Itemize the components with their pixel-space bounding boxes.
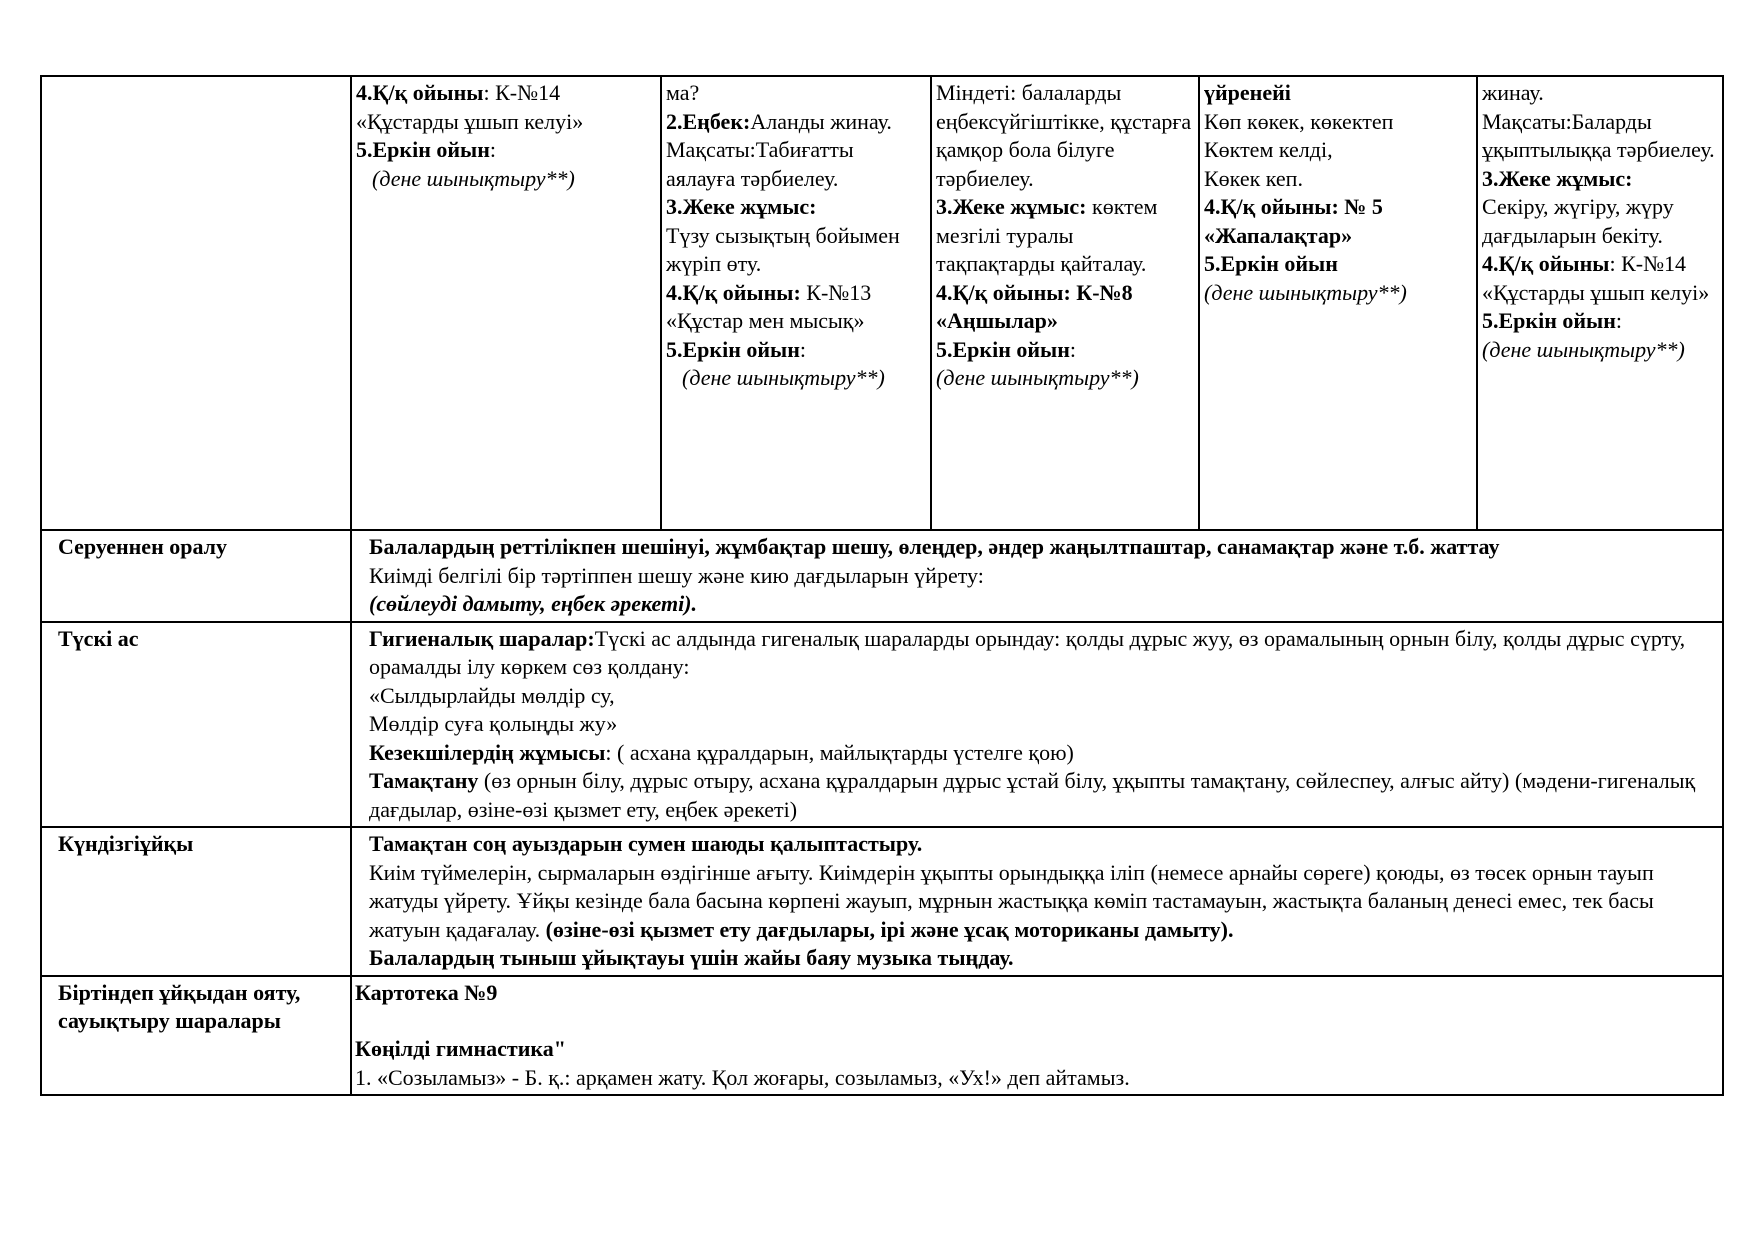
walk-label-cell <box>41 76 351 530</box>
individual-work-label: 3.Жеке жұмыс: <box>1482 165 1633 191</box>
game-name: «Құстар мен мысық» <box>666 308 865 333</box>
lunch-row <box>41 622 1723 828</box>
hygiene-paragraph: Гигиеналық шаралар:Түскі ас алдында гигеналық шараларды орындау: қолды дұрыс жуу, өз орамалының орнын білу, қолды дұрыс сүрту, орамалды ілу көркем сөз қолдану: <box>369 625 1686 679</box>
free-play-line: 5.Еркін ойын: <box>936 336 1077 362</box>
individual-work-label: 3.Жеке жұмыс: <box>666 194 817 219</box>
return-from-walk-row <box>41 530 1723 622</box>
game-line: 4.Қ/қ ойыны: К-№8 <box>936 279 1133 305</box>
free-play-line: 5.Еркін ойын: <box>1482 308 1623 333</box>
bold-line: Балалардың тыныш ұйықтауы үшін жайы баяу музыка тыңдау. <box>369 945 1014 970</box>
poem-line: Көкек кеп. <box>1204 165 1303 191</box>
game-name: «Жапалақтар» <box>1204 222 1353 248</box>
lunch-content <box>351 622 1723 828</box>
work-goal: Мақсаты:Табиғатты аялауға тәрбиелеу. <box>666 137 854 191</box>
bold-line: Балалардың реттілікпен шешінуі, жұмбақтар шешу, өлеңдер, әндер жаңылтпаштар, санамақтар және т.б. жаттау <box>369 534 1500 559</box>
game-name: «Аңшылар» <box>936 308 1058 333</box>
collect-end: жинау. <box>1482 80 1544 105</box>
game-line: 4.Қ/қ ойыны: № 5 <box>1204 194 1383 219</box>
task-goal: Міндеті: балаларды еңбексүйгіштікке, құстарға қамқор бола білуге тәрбиелеу. <box>936 80 1192 191</box>
wake-content <box>351 976 1723 1096</box>
exercise-line: 1. «Созыламыз» - Б. қ.: арқамен жату. Қол жоғары, созыламыз, «Ух!» деп айтамыз. <box>355 1064 1130 1090</box>
game-line: 4.Қ/қ ойыны: К-№13 <box>666 279 872 305</box>
riddle-end: ма? <box>666 80 700 105</box>
pe-note: (дене шынықтыру**) <box>1482 336 1685 362</box>
nap-content <box>351 827 1723 976</box>
pe-note: (дене шынықтыру**) <box>682 365 885 390</box>
nap-paragraph: Киім түймелерін, сырмаларын өздігінше ағыту. Киімдерін ұқыпты орындыққа іліп (немесе арнайы сөреге) қоюды, өз төсек орнын тауып жатуды үйрету. Ұйқы кезінде бала басына көрпені жауып, мұрнын жастыққа көміп тастамауын, жастықта баланың денесі емес, тек басы жатуын қадағалау. (өзіне-өзі қызмет ету дағдылары, ірі және ұсақ моториканы дамыту). <box>369 859 1654 942</box>
row-label: Серуеннен оралу <box>41 530 351 622</box>
card-number: Картотека №9 <box>355 979 498 1005</box>
individual-work-text: Секіру, жүгіру, жүру дағдыларын бекіту. <box>1482 194 1674 248</box>
work-line: 2.Еңбек:Аланды жинау. <box>666 108 892 134</box>
task-goal: Мақсаты:Баларды ұқыптылыққа тәрбиелеу. <box>1482 108 1715 162</box>
free-play-line: 5.Еркін ойын: <box>666 336 807 362</box>
game-line: 4.Қ/қ ойыны: К-№14 <box>356 80 561 105</box>
pe-note: (дене шынықтыру**) <box>372 165 575 191</box>
row-label: Түскі ас <box>41 622 351 828</box>
walk-day2-cell <box>661 76 931 530</box>
note-line: (сөйлеуді дамыту, еңбек әрекеті). <box>369 591 698 616</box>
individual-work: 3.Жеке жұмыс: көктем мезгілі туралы тақпақтарды қайталау. <box>936 194 1158 276</box>
poem-line: «Сылдырлайды мөлдір су, <box>369 682 615 708</box>
duty-line: Кезекшілердің жұмысы: ( асхана құралдарын, майлықтарды үстелге қою) <box>369 739 1074 765</box>
text-line: Киімді белгілі бір тәртіппен шешу және кию дағдыларын үйрету: <box>369 562 984 588</box>
row-label: Біртіндеп ұйқыдан ояту, сауықтыру шаралары <box>41 976 351 1096</box>
gymnastics-title: Көңілді гимнастика" <box>355 1036 566 1061</box>
poem-line: Мөлдір суға қолыңды жу» <box>369 711 618 736</box>
walk-day4-cell <box>1199 76 1477 530</box>
free-play-line: 5.Еркін ойын: <box>356 137 497 162</box>
daily-plan-table <box>40 75 1724 1096</box>
game-line: 4.Қ/қ ойыны: К-№14 «Құстарды ұшып келуі» <box>1482 251 1710 305</box>
return-content <box>351 530 1723 622</box>
free-play-line: 5.Еркін ойын <box>1204 251 1338 276</box>
wake-up-row <box>41 976 1723 1096</box>
individual-work-text: Түзу сызықтың бойымен жүріп өту. <box>666 222 900 276</box>
walk-day5-cell <box>1477 76 1723 530</box>
nap-row <box>41 827 1723 976</box>
row-label: Күндізгіұйқы <box>41 827 351 976</box>
spacer <box>355 1007 1718 1035</box>
walk-day3-cell <box>931 76 1199 530</box>
bold-line: Тамақтан соң ауыздарын сумен шаюды қалыптастыру. <box>369 831 923 856</box>
walk-activities-row <box>41 76 1723 530</box>
walk-day1-cell <box>351 76 661 530</box>
poem-line: Көктем келді, <box>1204 137 1333 162</box>
game-name: «Құстарды ұшып келуі» <box>356 108 584 134</box>
pe-note: (дене шынықтыру**) <box>1204 279 1407 305</box>
learn-line: үйренейі <box>1204 80 1291 105</box>
eating-paragraph: Тамақтану (өз орнын білу, дұрыс отыру, асхана құралдарын дұрыс ұстай білу, ұқыпты тамақтану, сөйлеспеу, алғыс айту) (мәдени-гигеналық дағдылар, өзіне-өзі қызмет ету, еңбек әрекеті) <box>369 768 1696 822</box>
poem-line: Көп көкек, көкектеп <box>1204 108 1394 134</box>
pe-note: (дене шынықтыру**) <box>936 365 1139 390</box>
